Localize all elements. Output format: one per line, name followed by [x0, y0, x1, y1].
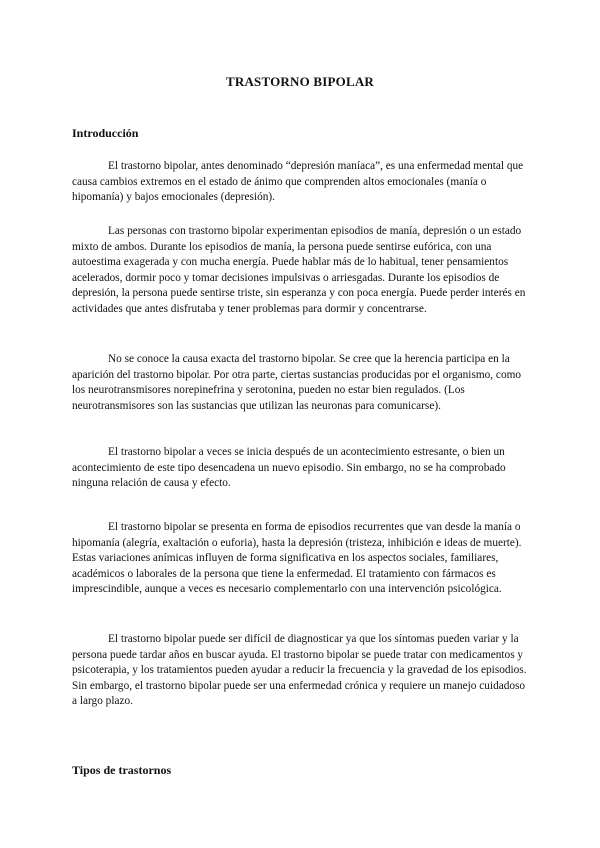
section-heading-tipos: Tipos de trastornos [72, 763, 172, 777]
paragraph-6: El trastorno bipolar puede ser difícil de diagnosticar ya que los síntomas pueden variar y la persona puede tardar años en buscar ayuda. El trastorno bipolar se puede tratar con medicamentos y psicoterapia, y los tratamientos pueden ayudar a reducir la frecuencia y la gravedad de los episodios. Sin embargo, el trastorno bipolar puede ser una enfermedad crónica y requiere un manejo cuidadoso a largo plazo. [72, 633, 527, 707]
paragraph-3: No se conoce la causa exacta del trastorno bipolar. Se cree que la herencia participa en la aparición del trastorno bipolar. Por otra parte, ciertas sustancias producidas por el organismo, como los neurotransmisores norepinefrina y serotonina, pueden no estar bien regulados. (Los neurotransmisores son las sustancias que utilizan las neuronas para comunicarse). [72, 353, 522, 412]
paragraph-4: El trastorno bipolar a veces se inicia después de un acontecimiento estresante, o bien un acontecimiento de este tipo desencadena un nuevo episodio. Sin embargo, no se ha comprobado ninguna relación de causa y efecto. [72, 446, 506, 489]
paragraph-5: El trastorno bipolar se presenta en forma de episodios recurrentes que van desde la manía o hipomanía (alegría, exaltación o euforia), hasta la depresión (tristeza, inhibición e ideas de muerte). Estas variaciones anímicas influyen de forma significativa en los aspectos sociales, familiares, académicos o laborales de la persona que tiene la enfermedad. El tratamiento con fármacos es imprescindible, aunque a veces es necesario complementarlo con una intervención psicológica. [72, 521, 522, 595]
document-title: TRASTORNO BIPOLAR [226, 74, 374, 89]
section-heading-introduccion: Introducción [72, 126, 139, 140]
paragraph-2: Las personas con trastorno bipolar experimentan episodios de manía, depresión o un estado mixto de ambos. Durante los episodios de manía, la persona puede sentirse eufórica, con una autoestima exagerada y con mucha energía. Puede hablar más de lo habitual, tener pensamientos acelerados, dormir poco y tomar decisiones impulsivas o arriesgadas. Durante los episodios de depresión, la persona puede sentirse triste, sin esperanza y con poca energía. Puede perder interés en actividades que antes disfrutaba y tener problemas para dormir y concentrarse. [72, 225, 526, 315]
paragraph-1: El trastorno bipolar, antes denominado “depresión maníaca”, es una enfermedad mental que causa cambios extremos en el estado de ánimo que comprenden altos emocionales (manía o hipomanía) y bajos emocionales (depresión). [72, 160, 524, 203]
